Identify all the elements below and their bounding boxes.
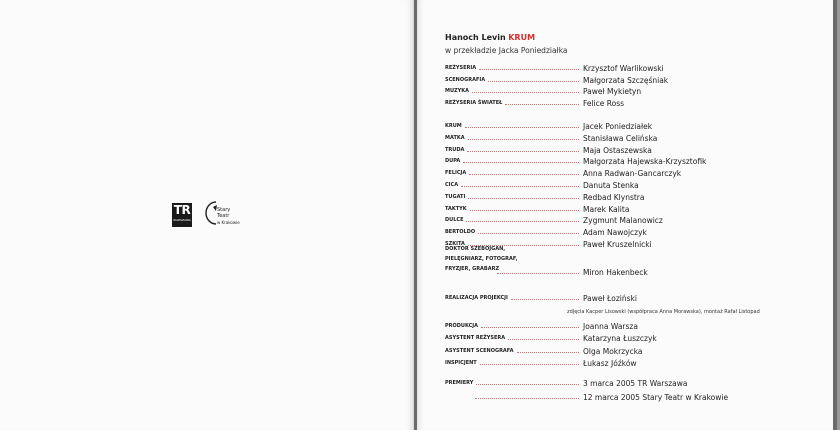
- translation-credit: w przekładzie Jacka Poniedziałka: [445, 46, 568, 55]
- credits-row: [445, 64, 830, 76]
- stary-logo-line1: Stary: [217, 207, 231, 213]
- credits-value: Felice Ross: [583, 98, 625, 108]
- tr-warszawa-logo: [172, 203, 192, 227]
- projection-label: REALIZACJA PROJEKCJI: [445, 295, 508, 301]
- play-title: [445, 33, 535, 42]
- staff-value: Łukasz Jóźków: [583, 359, 637, 369]
- cast-label: SZKITA: [445, 241, 465, 247]
- cast-label: TAKTYK: [445, 205, 467, 212]
- credits-row: [445, 76, 830, 88]
- cast-label: FELICJA: [445, 170, 467, 177]
- cast-value: Redbad Klynstra: [583, 192, 645, 202]
- dotted-leader: [468, 139, 579, 140]
- cast-value: Anna Radwan-Gancarczyk: [583, 169, 682, 179]
- cast-row: [445, 169, 830, 181]
- cast-value: Marek Kalita: [583, 204, 630, 214]
- cast-row: [445, 122, 830, 134]
- tr-logo-text: TR: [173, 203, 191, 217]
- cast-value: Małgorzata Hajewska-Krzysztofik: [583, 157, 707, 167]
- dotted-leader: [479, 69, 579, 70]
- cast-row: [445, 181, 830, 193]
- staff-row: [445, 334, 830, 346]
- cast-value: Maja Ostaszewska: [583, 145, 652, 155]
- premiere-krakow: 12 marca 2005 Stary Teatr w Krakowie: [583, 393, 729, 402]
- cast-label: CICA: [445, 182, 459, 188]
- dotted-leader: [480, 364, 579, 365]
- staff-value: Katarzyna Łuszczyk: [583, 334, 657, 344]
- cast-row: [445, 134, 830, 146]
- credits-label: REŻYSERIA ŚWIATEŁ: [445, 99, 503, 106]
- cast-label: TRUDA: [445, 146, 465, 153]
- multi-role-line1: DOKTOR SZEBOJGAN,: [445, 246, 506, 252]
- credits-label: MUZYKA: [445, 88, 470, 94]
- multi-role-line2: PIELĘGNIARZ, FOTOGRAF,: [445, 256, 518, 262]
- projection-value: Paweł Łoziński: [583, 294, 637, 303]
- dotted-leader: [461, 186, 579, 187]
- dotted-leader: [466, 221, 579, 222]
- cast-row: [445, 205, 830, 217]
- multi-role-row: [445, 268, 830, 280]
- stary-teatr-logo: [202, 199, 262, 233]
- projection-row: [445, 294, 830, 306]
- dotted-leader: [472, 92, 579, 93]
- dotted-leader: [481, 327, 579, 328]
- staff-value: Joanna Warsza: [583, 322, 638, 331]
- stary-logo-line2: Teatr: [217, 213, 230, 219]
- cast-row: [445, 146, 830, 158]
- stary-logo-line3: w Krakowie: [217, 220, 240, 225]
- credits-value: Krzysztof Warlikowski: [583, 64, 664, 73]
- staff-row: [445, 359, 830, 371]
- premiere-row-1: [445, 379, 830, 391]
- cast-label: KRUM: [445, 123, 462, 129]
- staff-label: ASYSTENT REŻYSERA: [445, 335, 506, 342]
- staff-row: [445, 347, 830, 359]
- projection-note: zdjęcia Kacper Lisowski (współpraca Anna Morawska), montaż Rafał Listopad: [567, 309, 760, 315]
- cast-row: [445, 228, 830, 240]
- cast-label: MATKA: [445, 134, 465, 141]
- dotted-leader: [488, 81, 579, 82]
- credits-row: [445, 87, 830, 99]
- dotted-leader: [505, 104, 579, 105]
- dotted-leader: [469, 174, 579, 175]
- cast-value: Stanisława Celińska: [583, 133, 658, 143]
- staff-row: [445, 322, 830, 334]
- multi-role-actor: Miron Hakenbeck: [583, 268, 648, 277]
- staff-value: Olga Mokrzycka: [583, 346, 643, 356]
- dotted-leader: [497, 273, 579, 274]
- cast-value: Zygmunt Malanowicz: [583, 216, 663, 226]
- dotted-leader: [467, 151, 579, 152]
- dotted-leader: [508, 339, 579, 340]
- premieres-label: PREMIERY: [445, 380, 474, 386]
- credits-label: SCENOGRAFIA: [445, 76, 486, 83]
- author-name: Hanoch Levin: [445, 33, 506, 42]
- credits-label: REŻYSERIA: [445, 65, 477, 71]
- dotted-leader: [475, 398, 579, 399]
- cast-row: [445, 157, 830, 169]
- cast-row: [445, 193, 830, 205]
- dotted-leader: [511, 299, 579, 300]
- dotted-leader: [463, 162, 579, 163]
- cast-value: Jacek Poniedziałek: [583, 122, 653, 131]
- cast-label: BERTOLDO: [445, 229, 476, 236]
- credits-value: Małgorzata Szczęśniak: [583, 75, 669, 85]
- play-name: KRUM: [508, 33, 536, 42]
- dotted-leader: [517, 352, 579, 353]
- premiere-warszawa: 3 marca 2005 TR Warszawa: [583, 379, 688, 388]
- credits-row: [445, 99, 830, 111]
- dotted-leader: [465, 127, 579, 128]
- cast-label: TUGATI: [445, 193, 466, 200]
- credits-value: Paweł Mykietyn: [583, 87, 642, 96]
- cast-value: Danuta Stenka: [583, 181, 639, 190]
- premiere-row-2: [445, 393, 830, 405]
- cast-value: Adam Nawojczyk: [583, 228, 647, 238]
- cast-value: Paweł Kruszelnicki: [583, 240, 652, 249]
- tr-logo-subtext: WARSZAWA: [173, 218, 191, 222]
- staff-label: ASYSTENT SCENOGRAFA: [445, 347, 514, 354]
- dotted-leader: [478, 233, 579, 234]
- cast-label: DUPA: [445, 158, 461, 165]
- multi-role-line3: FRYZJER, GRABARZ: [445, 266, 500, 272]
- staff-label: INSPICJENT: [445, 360, 477, 367]
- dotted-leader: [476, 384, 579, 385]
- dotted-leader: [468, 198, 579, 199]
- dotted-leader: [470, 210, 579, 211]
- staff-label: PRODUKCJA: [445, 323, 479, 329]
- cast-row: [445, 216, 830, 228]
- cast-label: DULCE: [445, 217, 464, 224]
